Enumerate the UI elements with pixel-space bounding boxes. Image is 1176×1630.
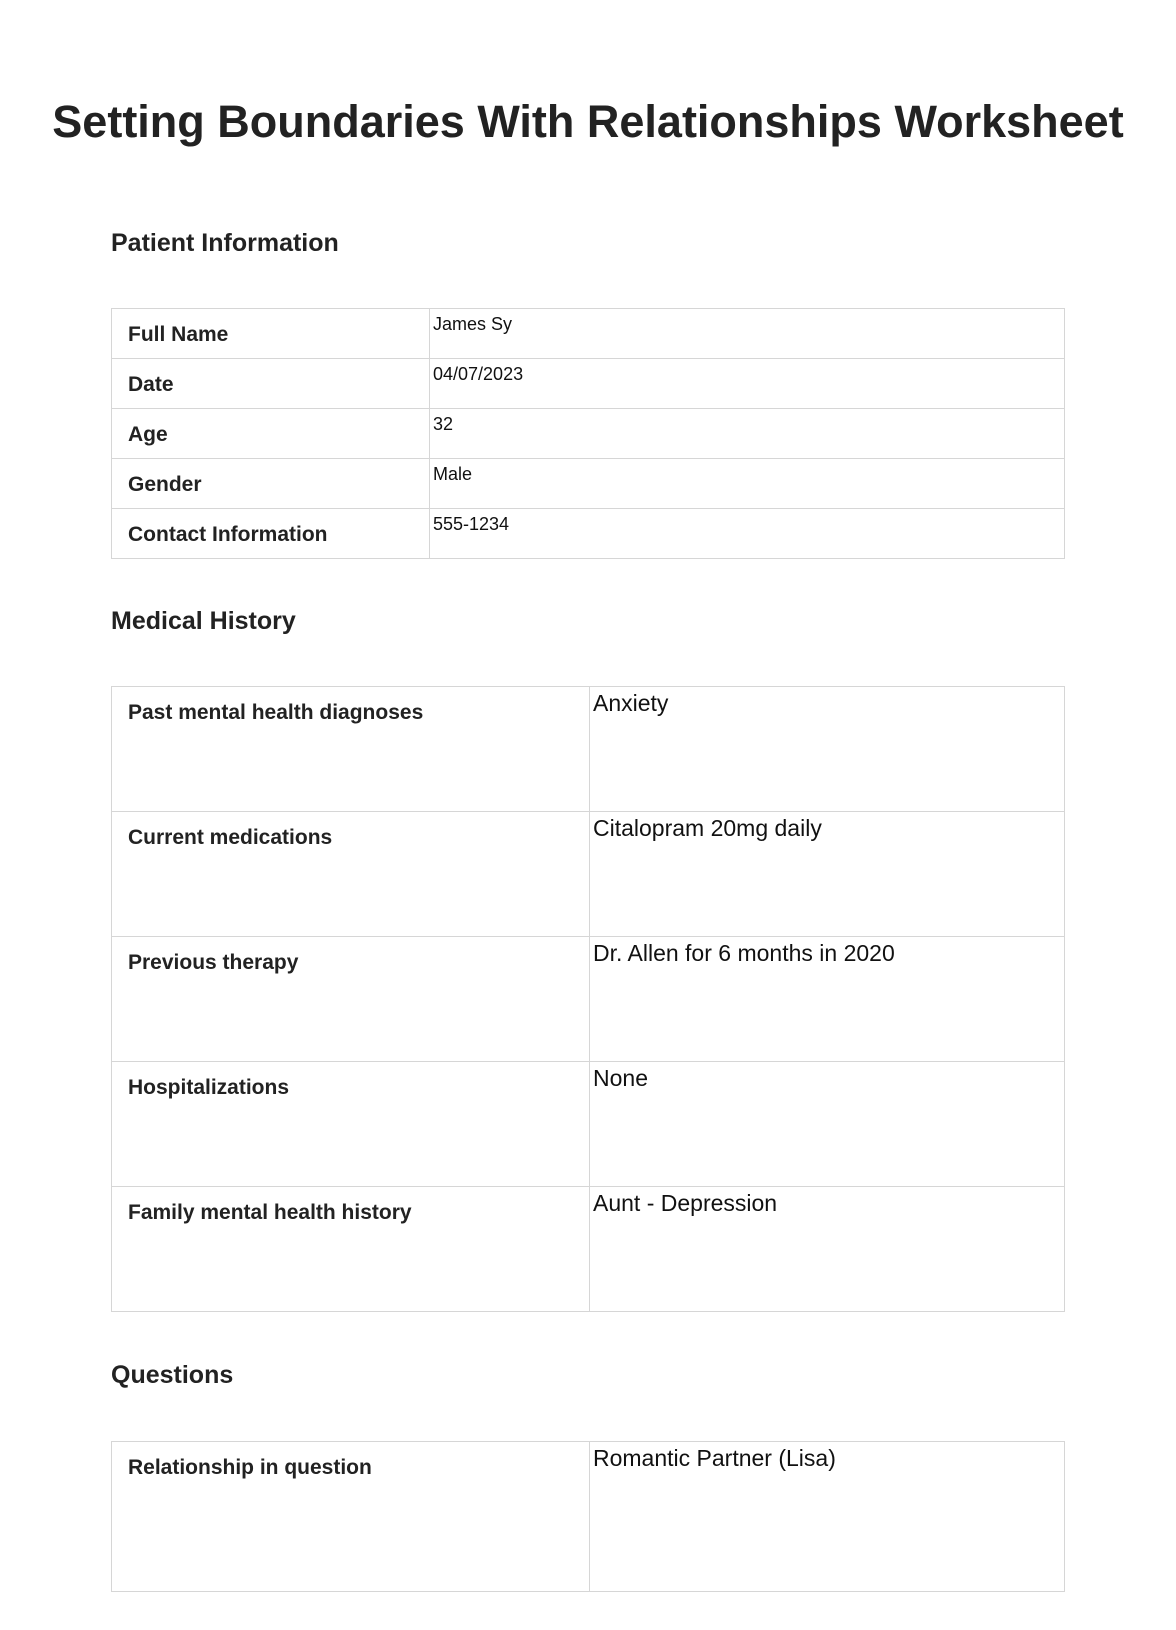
age-label: Age (112, 409, 430, 459)
table-row (112, 812, 1065, 937)
page-title: Setting Boundaries With Relationships Worksheet (52, 96, 1124, 147)
contact-information-label: Contact Information (112, 509, 430, 559)
medical-history-heading: Medical History (111, 607, 296, 635)
questions-table (111, 1441, 1065, 1592)
past-diagnoses-label: Past mental health diagnoses (112, 687, 590, 812)
contact-information-value: 555-1234 (430, 509, 1065, 559)
table-row (112, 1062, 1065, 1187)
patient-information-table (111, 308, 1065, 559)
table-row (112, 1187, 1065, 1312)
full-name-label: Full Name (112, 309, 430, 359)
family-history-value: Aunt - Depression (590, 1187, 1065, 1312)
relationship-label: Relationship in question (112, 1442, 590, 1592)
past-diagnoses-value: Anxiety (590, 687, 1065, 812)
age-value: 32 (430, 409, 1065, 459)
date-label: Date (112, 359, 430, 409)
patient-information-heading: Patient Information (111, 229, 339, 257)
gender-label: Gender (112, 459, 430, 509)
hospitalizations-label: Hospitalizations (112, 1062, 590, 1187)
current-medications-label: Current medications (112, 812, 590, 937)
table-row (112, 937, 1065, 1062)
table-row (112, 359, 1065, 409)
family-history-label: Family mental health history (112, 1187, 590, 1312)
table-row (112, 309, 1065, 359)
hospitalizations-value: None (590, 1062, 1065, 1187)
table-row (112, 687, 1065, 812)
table-row (112, 1442, 1065, 1592)
table-row (112, 509, 1065, 559)
table-row (112, 459, 1065, 509)
table-row (112, 409, 1065, 459)
questions-heading: Questions (111, 1361, 234, 1389)
previous-therapy-value: Dr. Allen for 6 months in 2020 (590, 937, 1065, 1062)
gender-value: Male (430, 459, 1065, 509)
full-name-value: James Sy (430, 309, 1065, 359)
medical-history-table (111, 686, 1065, 1312)
current-medications-value: Citalopram 20mg daily (590, 812, 1065, 937)
previous-therapy-label: Previous therapy (112, 937, 590, 1062)
date-value: 04/07/2023 (430, 359, 1065, 409)
relationship-value: Romantic Partner (Lisa) (590, 1442, 1065, 1592)
